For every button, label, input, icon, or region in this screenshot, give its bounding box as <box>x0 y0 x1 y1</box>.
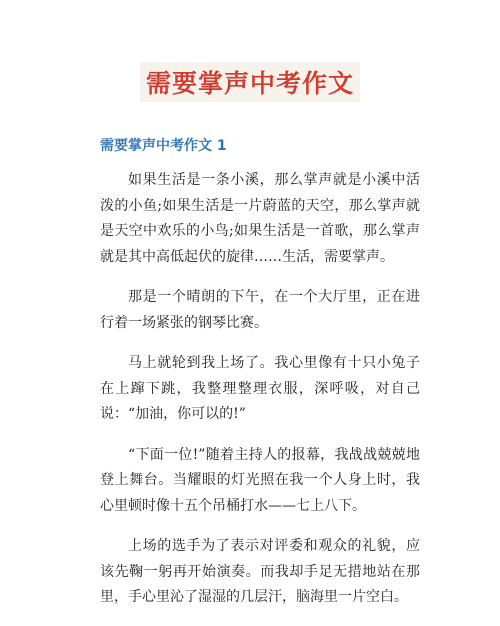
paragraph-1: 如果生活是一条小溪，那么掌声就是小溪中活泼的小鱼;如果生活是一片蔚蓝的天空，那么掌声就是天空中欢乐的小鸟;如果生活是一首歌，那么掌声就是其中高低起伏的旋律……生活，需要掌声。 <box>100 172 420 265</box>
document-title-wrapper <box>0 62 500 102</box>
article-body <box>100 168 420 626</box>
paragraph-5: 上场的选手为了表示对评委和观众的礼貌，应该先鞠一躬再开始演奏。而我却手足无措地站在那里，手心里沁了湿湿的几层汗，脑海里一片空白。 <box>100 538 420 605</box>
paragraph-2: 那是一个晴朗的下午，在一个大厅里，正在进行着一场紧张的钢琴比赛。 <box>100 289 420 331</box>
section-heading: 需要掌声中考作文 1 <box>100 138 227 154</box>
document-title: 需要掌声中考作文 <box>140 62 360 102</box>
paragraph-3: 马上就轮到我上场了。我心里像有十只小兔子在上蹿下跳，我整理整理衣服，深呼吸，对自己说：“加油，你可以的!” <box>100 355 420 422</box>
paragraph-4: “下面一位!”随着主持人的报幕，我战战兢兢地登上舞台。当耀眼的灯光照在我一个人身上时，我心里顿时像十五个吊桶打水——七上八下。 <box>100 446 420 514</box>
